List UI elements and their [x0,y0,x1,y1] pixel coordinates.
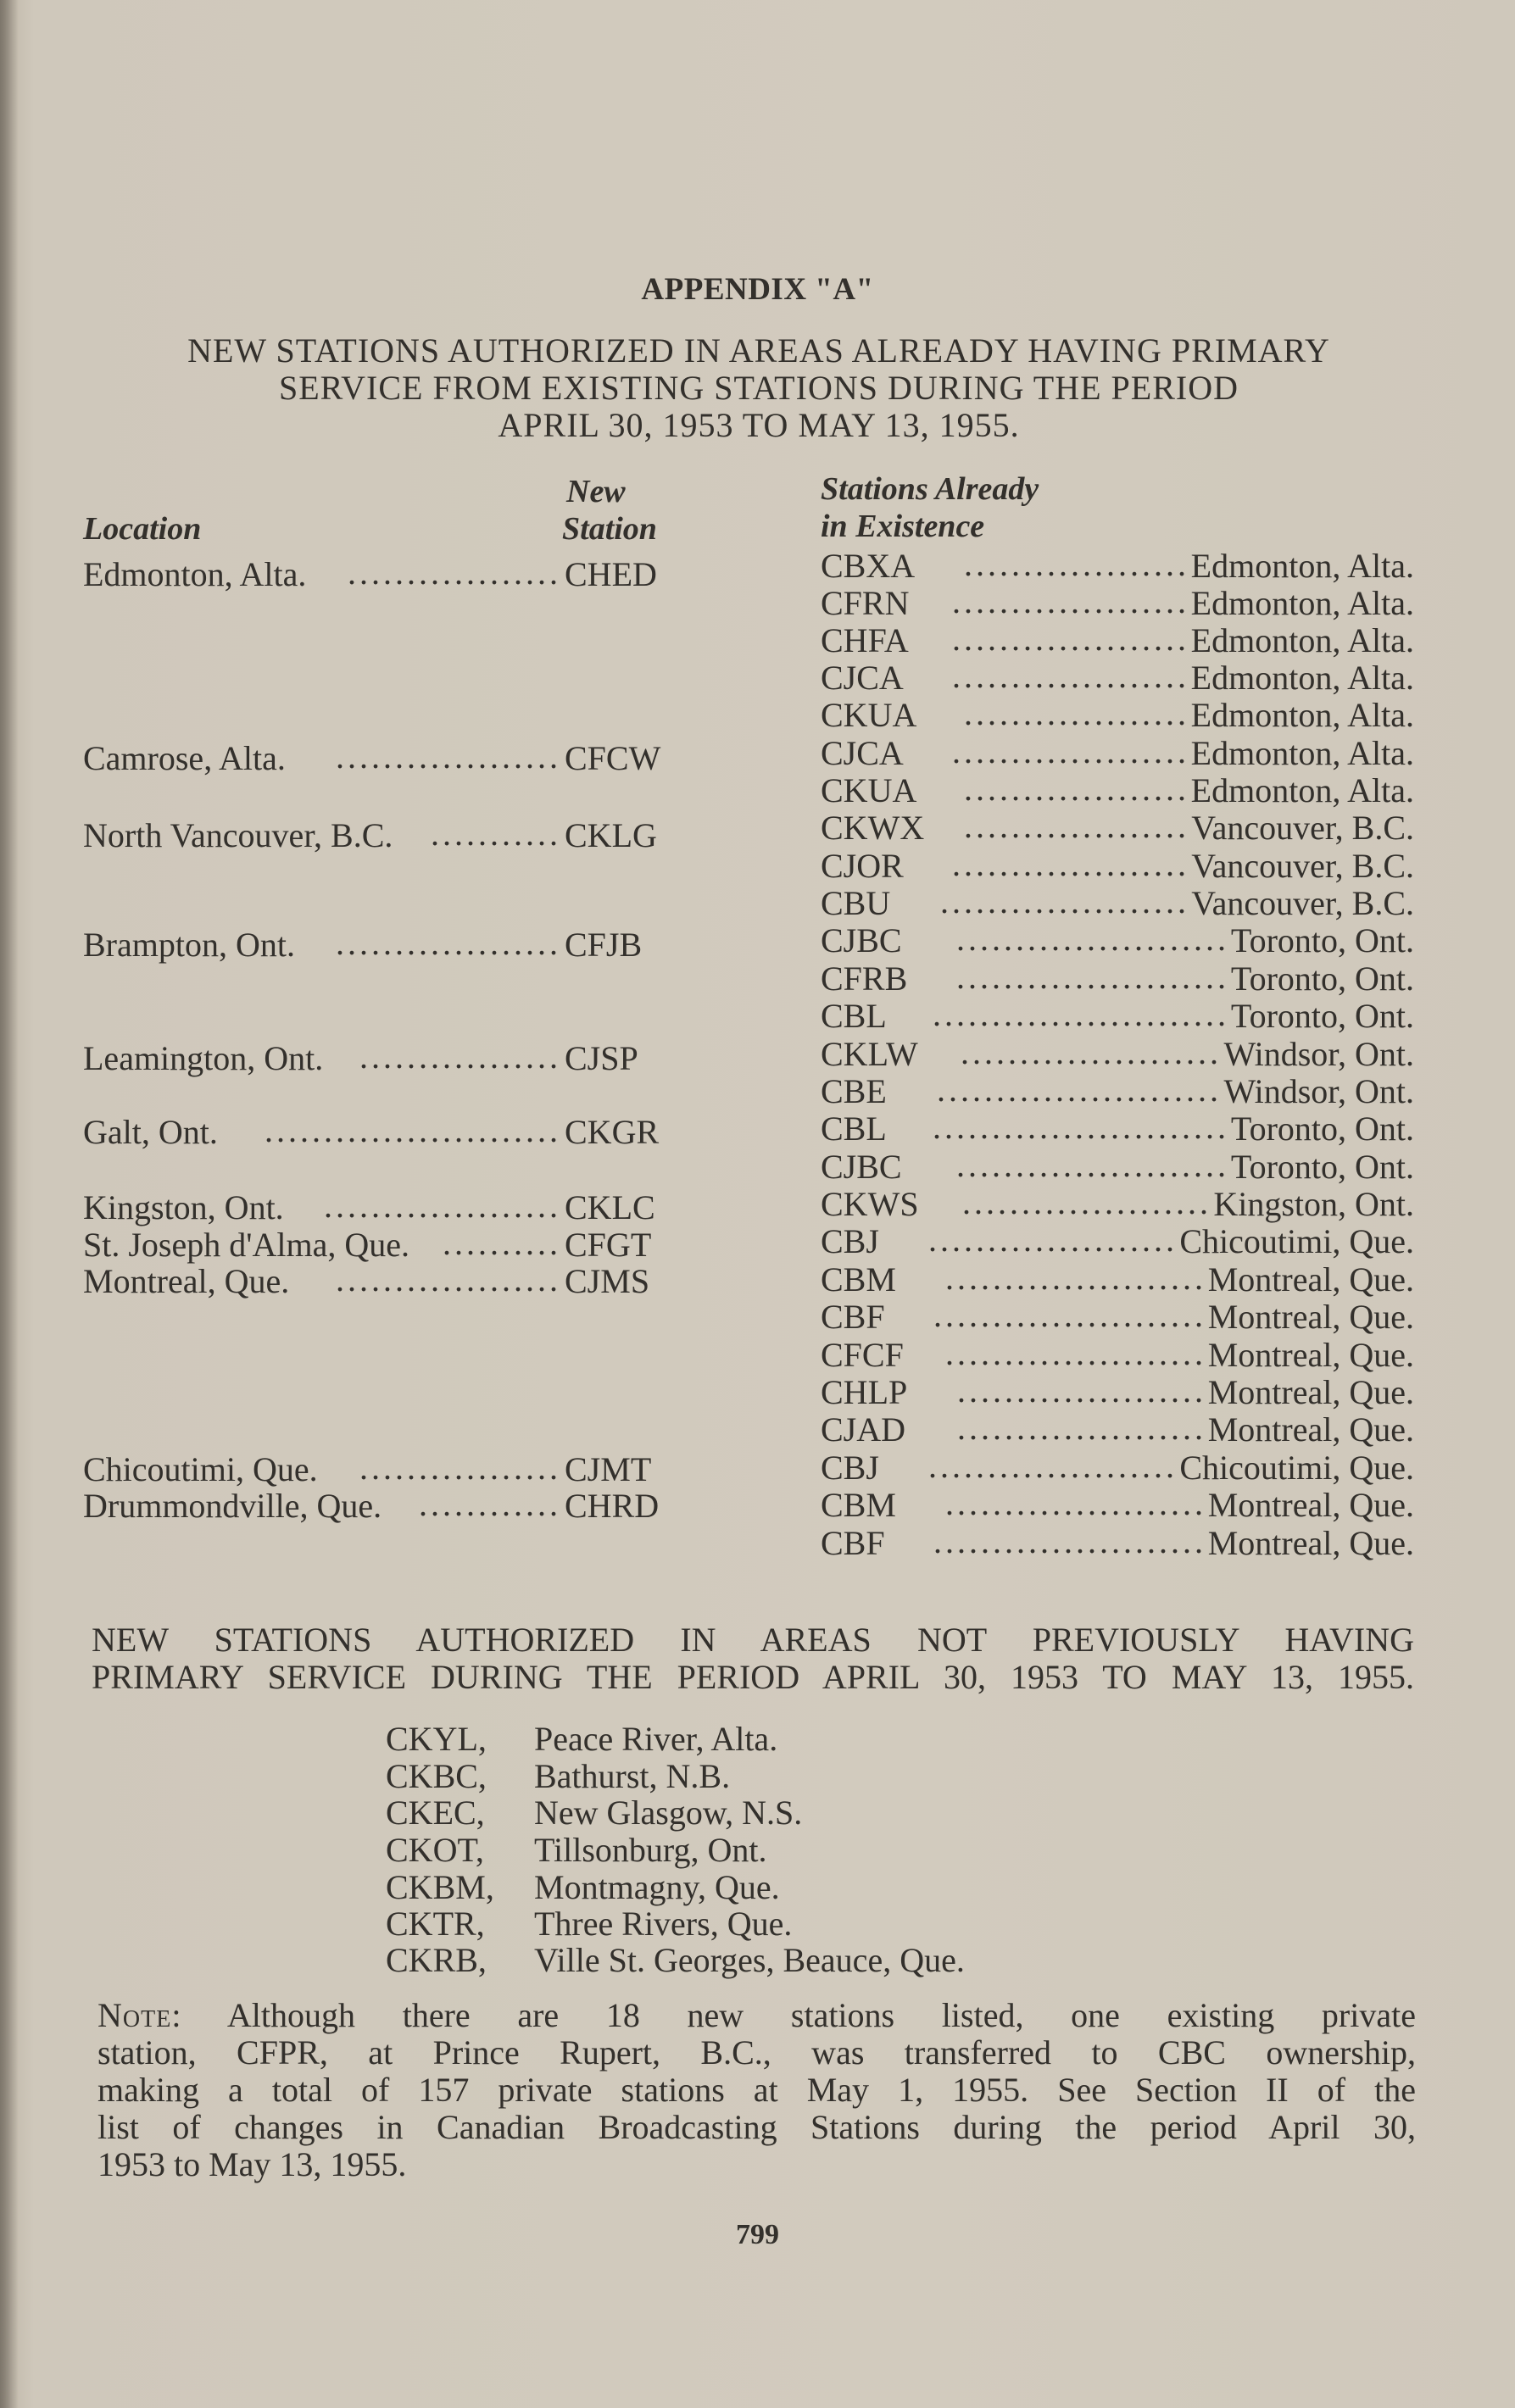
station-call-sign: CJAD [821,1410,906,1449]
existing-station-row [821,545,1414,585]
leader-dots: ...................... [945,1484,1206,1522]
station-location: Brampton, Ont. [83,926,295,964]
station-city: Windsor, Ont. [1223,1072,1414,1110]
existing-station-row [821,1334,1414,1374]
existing-station-row [821,582,1414,622]
station-city: Edmonton, Alta. [1190,696,1414,734]
station-city: Toronto, Ont. [1230,921,1414,959]
station-call-sign: CFJB [565,926,643,964]
station-location: Galt, Ont. [83,1113,218,1151]
existing-station-row [821,1449,1414,1487]
appendix-title: APPENDIX "A" [641,272,874,307]
station-city: Toronto, Ont. [1230,997,1414,1035]
leader-dots: ........... [431,815,561,853]
note-line: making a total of 157 private stations at May 1, 1955. See Section II of the [97,2071,1416,2109]
station-city: Montreal, Que. [1207,1373,1414,1411]
station-call-sign: CBF [821,1524,885,1562]
station-call-sign: CFRB [821,959,908,998]
existing-station-row [821,809,1414,847]
station-city: Montreal, Que. [1207,1486,1414,1524]
station-call-sign: CKWX [821,809,925,847]
station-location: Leamington, Ont. [83,1039,324,1077]
station-call-sign: CKWS [821,1185,919,1223]
station-city: Montreal, Que. [1207,1524,1414,1562]
leader-dots: ....................... [956,1146,1229,1184]
new-station-row [83,1451,677,1488]
station-place: Peace River, Alta. [534,1720,778,1758]
new-station-row [83,1226,677,1264]
station-call-sign: CKBM, [386,1868,494,1906]
existing-station-row [821,1371,1414,1411]
station-city: Edmonton, Alta. [1190,734,1414,772]
leader-dots: ..................... [962,1183,1211,1221]
existing-station-row [821,922,1414,959]
station-call-sign: CKUA [821,771,917,809]
station-location: North Vancouver, B.C. [83,816,393,854]
station-place: Three Rivers, Que. [534,1905,793,1943]
leader-dots: ................... [964,694,1189,732]
column-header-location: Location [83,511,202,547]
station-call-sign: CKTR, [386,1905,485,1943]
station-call-sign: CJBC [821,921,902,959]
leader-dots: ................... [336,1260,561,1299]
station-place: New Glasgow, N.S. [534,1793,803,1832]
station-location: Camrose, Alta. [83,739,286,777]
station-city: Kingston, Ont. [1213,1185,1414,1223]
station-location: Montreal, Que. [83,1262,290,1300]
station-call-sign: CJCA [821,659,904,697]
station-call-sign: CKLC [565,1188,655,1226]
station-call-sign: CBM [821,1486,896,1524]
station-call-sign: CHLP [821,1373,908,1411]
station-call-sign: CKGR [565,1113,660,1151]
leader-dots: ......................... [933,995,1229,1033]
station-call-sign: CJBC [821,1148,902,1186]
leader-dots: .......... [443,1224,561,1262]
new-station-row [83,1037,677,1077]
station-call-sign: CFGT [565,1226,652,1264]
existing-station-row [821,1522,1414,1562]
station-call-sign: CHFA [821,621,909,659]
station-place: Montmagny, Que. [534,1868,780,1906]
leader-dots: ..................... [957,1409,1206,1447]
station-call-sign: CJOR [821,847,904,885]
station-call-sign: CBE [821,1072,887,1110]
station-call-sign: CFRN [821,584,910,622]
new-station-row [83,926,677,964]
leader-dots: ................. [359,1449,561,1487]
station-call-sign: CKBC, [386,1757,487,1795]
station-city: Edmonton, Alta. [1190,771,1414,809]
leader-dots: ......................... [933,1108,1229,1146]
station-city: Toronto, Ont. [1230,1148,1414,1186]
leader-dots: ........................ [937,1071,1222,1109]
station-call-sign: CBJ [821,1449,879,1487]
leader-dots: .................... [952,845,1189,883]
station-call-sign: CBM [821,1260,896,1299]
existing-station-row [821,1183,1414,1223]
station-city: Chicoutimi, Que. [1179,1222,1414,1260]
station-location: Edmonton, Alta. [83,555,307,593]
note-line [97,1997,1416,2034]
leader-dots: ..................... [957,1371,1206,1410]
existing-station-row [821,1411,1414,1449]
station-call-sign: CKYL, [386,1720,487,1758]
note-label: Note: [97,1996,182,2034]
station-call-sign: CFCW [565,739,661,777]
new-area-station [386,1794,802,1832]
leader-dots: ................... [964,545,1189,583]
station-place: Bathurst, N.B. [534,1757,731,1795]
station-call-sign: CBF [821,1298,885,1336]
leader-dots: ..................... [928,1447,1178,1485]
station-place: Ville St. Georges, Beauce, Que. [534,1941,965,1979]
section2-heading [92,1621,1414,1696]
station-call-sign: CFCF [821,1336,904,1374]
station-call-sign: CHRD [565,1487,660,1525]
leader-dots: ...................... [961,1033,1222,1071]
station-call-sign: CBL [821,997,887,1035]
station-city: Edmonton, Alta. [1190,547,1414,585]
page-number: 799 [736,2219,779,2250]
station-city: Montreal, Que. [1207,1260,1414,1299]
existing-station-row [821,882,1414,922]
station-city: Vancouver, B.C. [1191,884,1414,922]
station-city: Edmonton, Alta. [1190,584,1414,622]
note-line: station, CFPR, at Prince Rupert, B.C., was transferred to CBC ownership, [97,2033,1416,2072]
station-city: Vancouver, B.C. [1191,809,1414,847]
station-location: Drummondville, Que. [83,1487,382,1525]
section1-heading-line: SERVICE FROM EXISTING STATIONS DURING THE PERIOD [278,369,1239,407]
leader-dots: ..................... [928,1221,1178,1259]
leader-dots: .................... [324,1187,561,1225]
existing-station-row [821,1148,1414,1186]
note-line: list of changes in Canadian Broadcasting Stations during the period April 30, [97,2108,1416,2146]
existing-station-row [821,659,1414,697]
station-call-sign: CKRB, [386,1941,487,1979]
station-city: Toronto, Ont. [1230,1109,1414,1148]
station-location: Kingston, Ont. [83,1188,284,1226]
existing-station-row [821,1223,1414,1260]
station-call-sign: CKLW [821,1035,918,1073]
existing-station-row [821,845,1414,885]
binding-edge [0,0,19,2408]
new-station-row [83,737,677,777]
leader-dots: ....................... [933,1522,1206,1560]
station-call-sign: CJSP [565,1039,638,1077]
new-station-row [83,1111,677,1151]
leader-dots: .................... [952,732,1189,770]
column-header-new-line1: New [566,474,626,509]
existing-station-row [821,694,1414,734]
station-city: Windsor, Ont. [1223,1035,1414,1073]
existing-station-row [821,1073,1414,1110]
column-header-new-line2: Station [562,511,657,547]
leader-dots: ...................... [945,1259,1206,1297]
existing-station-row [821,960,1414,998]
leader-dots: ...................... [945,1334,1206,1372]
note-text: Although there are 18 new stations listed, one existing private [226,1996,1416,2034]
existing-station-row [821,1296,1414,1336]
station-call-sign: CKEC, [386,1793,485,1832]
new-area-station [386,1869,780,1906]
leader-dots: .................... [952,582,1189,620]
leader-dots: ................. [359,1037,561,1076]
station-city: Montreal, Que. [1207,1336,1414,1374]
leader-dots: ....................... [956,920,1229,958]
station-call-sign: CJCA [821,734,904,772]
station-location: St. Joseph d'Alma, Que. [83,1226,409,1264]
new-station-row [83,553,677,593]
existing-station-row [821,1033,1414,1073]
section1-heading [81,332,1437,444]
new-area-station [386,1758,730,1795]
new-station-row [83,1260,677,1300]
station-city: Toronto, Ont. [1230,959,1414,998]
station-city: Edmonton, Alta. [1190,659,1414,697]
station-city: Montreal, Que. [1207,1298,1414,1336]
column-header-existing-line1: Stations Already [821,471,1039,507]
station-call-sign: CBU [821,884,891,922]
new-station-row [83,817,677,854]
station-call-sign: CJMS [565,1262,650,1300]
leader-dots: ....................... [933,1296,1206,1334]
station-city: Edmonton, Alta. [1190,621,1414,659]
leader-dots: ..................... [940,882,1189,920]
section2-heading-line: NEW STATIONS AUTHORIZED IN AREAS NOT PREVIOUSLY HAVING [92,1621,1414,1659]
leader-dots: ....................... [956,958,1229,996]
station-city: Vancouver, B.C. [1191,847,1414,885]
leader-dots: ................... [964,807,1189,845]
new-area-station [386,1942,965,1979]
section2-heading-line: PRIMARY SERVICE DURING THE PERIOD APRIL 30, 1953 TO MAY 13, 1955. [92,1658,1414,1696]
station-place: Tillsonburg, Ont. [534,1831,767,1869]
note-paragraph [97,1997,1416,2183]
station-city: Chicoutimi, Que. [1179,1449,1414,1487]
section1-heading-line: APRIL 30, 1953 TO MAY 13, 1955. [498,406,1020,444]
leader-dots: .................... [952,620,1189,658]
station-call-sign: CBL [821,1109,887,1148]
station-call-sign: CJMT [565,1450,652,1488]
new-area-station [386,1721,777,1758]
column-header-existing-line2: in Existence [821,509,985,544]
station-call-sign: CBXA [821,547,916,585]
section1-heading-line: NEW STATIONS AUTHORIZED IN AREAS ALREADY HAVING PRIMARY [187,331,1330,370]
existing-station-row [821,1261,1414,1299]
leader-dots: .................. [348,553,561,592]
station-call-sign: CBJ [821,1222,879,1260]
existing-station-row [821,1110,1414,1148]
station-call-sign: CHED [565,555,657,593]
existing-station-row [821,772,1414,809]
new-station-row [83,1485,677,1525]
existing-station-row [821,1484,1414,1524]
note-line: 1953 to May 13, 1955. [97,2145,407,2183]
station-location: Chicoutimi, Que. [83,1450,318,1488]
existing-station-row [821,995,1414,1035]
station-call-sign: CKLG [565,816,657,854]
new-station-row [83,1189,677,1226]
station-call-sign: CKUA [821,696,917,734]
existing-station-row [821,622,1414,659]
leader-dots: ................... [336,737,561,776]
station-city: Montreal, Que. [1207,1410,1414,1449]
station-call-sign: CKOT, [386,1831,484,1869]
leader-dots: ................... [964,770,1189,808]
new-area-station [386,1832,767,1869]
leader-dots: ......................... [265,1111,561,1149]
new-area-station [386,1905,792,1943]
leader-dots: ................... [336,924,561,962]
leader-dots: .................... [952,657,1189,695]
existing-station-row [821,732,1414,772]
leader-dots: ............ [419,1485,561,1523]
